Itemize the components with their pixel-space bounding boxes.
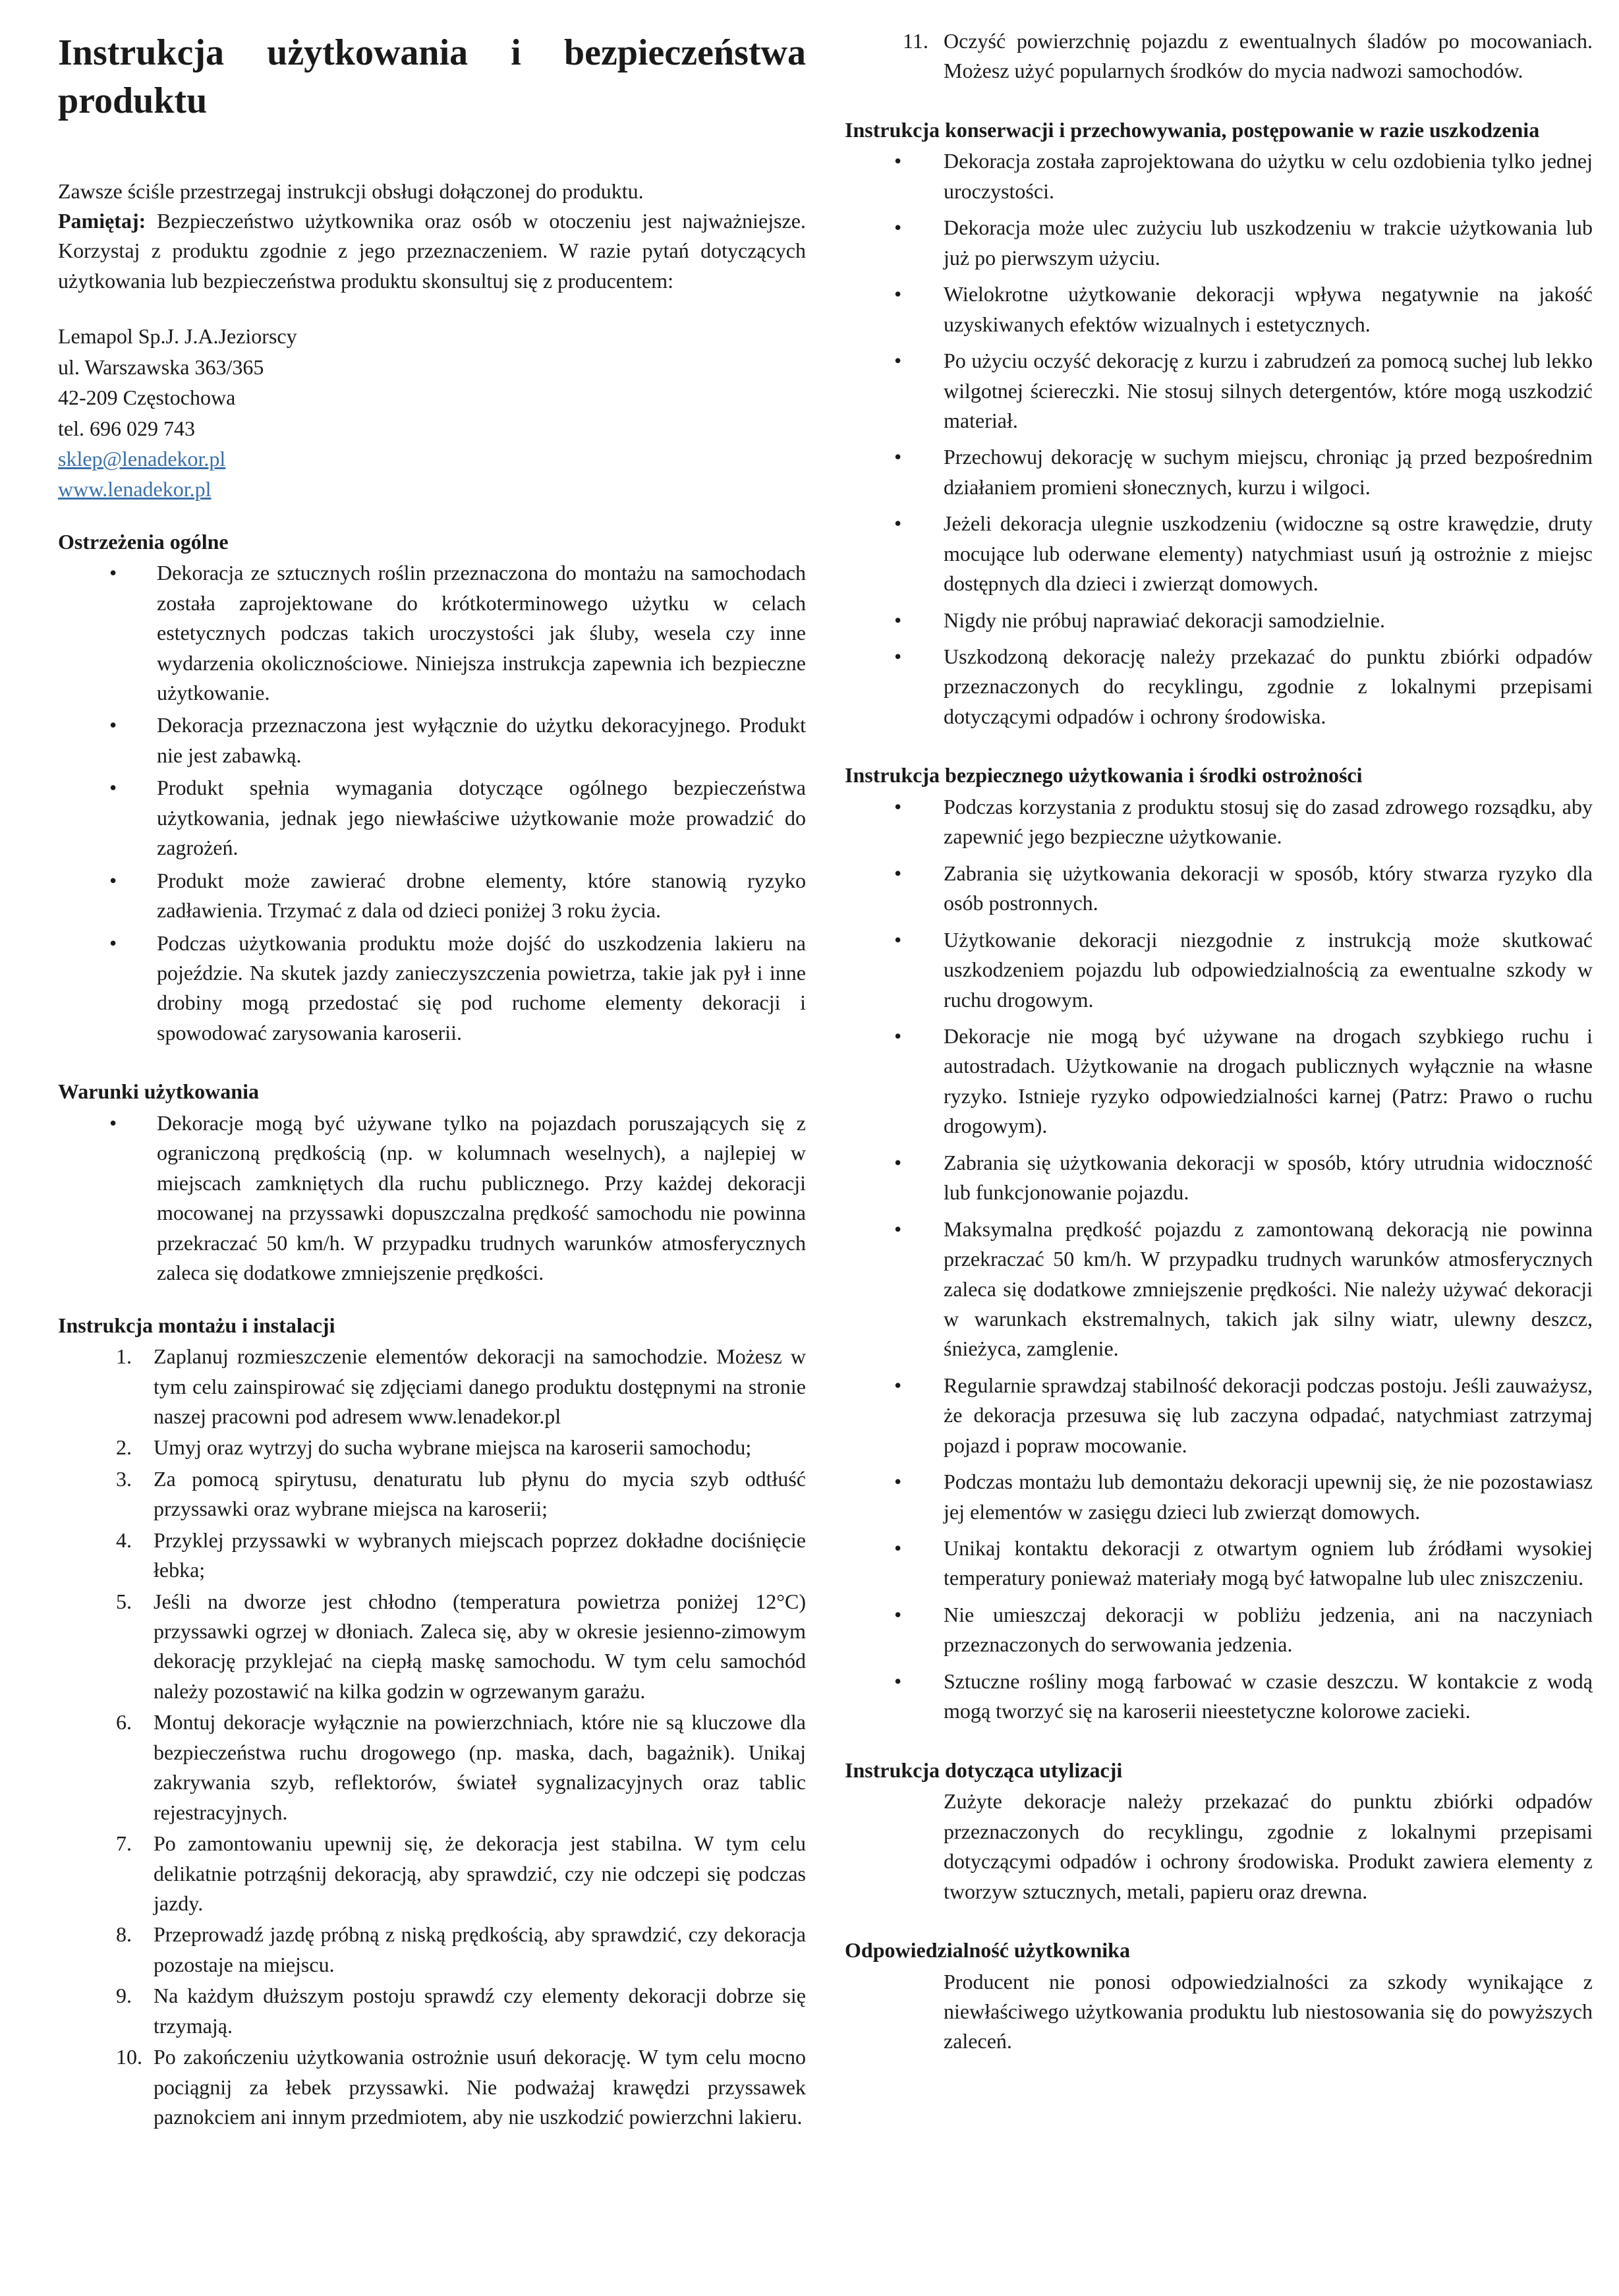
- list-item: • Produkt spełnia wymagania dotyczące ogólnego bezpieczeństwa użytkowania, jednak jego niewłaściwe użytkowanie może prowadzić do zagrożeń.: [58, 773, 806, 863]
- general-warnings-list: [58, 558, 806, 1048]
- item-text: Przyklej przyssawki w wybranych miejscach poprzez dokładne dociśnięcie łebka;: [154, 1528, 806, 1582]
- contact-company: Lemapol Sp.J. J.A.Jeziorscy: [58, 324, 297, 349]
- item-text: Jeśli na dworze jest chłodno (temperatura powietrza poniżej 12°C) przyssawki ogrzej w dłoniach. Zaleca się, aby w okresie jesienno-zimowym dekorację przyklejać na ciepłą maskę samochodu. W tym celu samochód należy pozostawić na kilka godzin w ogrzewanym garażu.: [154, 1589, 806, 1703]
- list-item: [58, 1829, 806, 1918]
- item-text: Za pomocą spirytusu, denaturatu lub płynu do mycia szyb odtłuść przyssawki oraz wybrane miejsca na karoserii;: [154, 1466, 806, 1521]
- usage-conditions-heading: Warunki użytkowania: [58, 1079, 259, 1104]
- liability-heading: Odpowiedzialność użytkownika: [845, 1937, 1130, 1962]
- item-number: 1.: [116, 1344, 132, 1369]
- list-item: • Dekoracje mogą być używane tylko na pojazdach poruszających się z ograniczoną prędkością (np. w kolumnach weselnych), a najlepiej w miejscach zamkniętych dla ruchu publicznego. Przy każdej dekoracji mocowanej na przyssawki dopuszczalna prędkość samochodu nie powinna przekraczać 50 km/h. W przypadku trudnych warunków atmosferycznych zaleca się dodatkowe zmniejszenie prędkości.: [58, 1108, 806, 1288]
- item-number: 5.: [116, 1589, 132, 1613]
- safety-list: [845, 792, 1593, 1727]
- intro-remember-label: Pamiętaj:: [58, 209, 146, 233]
- item-text: Po zakończeniu użytkowania ostrożnie usuń dekorację. W tym celu mocno pociągnij za łebek przyssawki. Nie podważaj krawędzi przyssawek paznokciem ani innym przedmiotem, aby nie uszkodzić powierzchni lakieru.: [154, 2045, 806, 2129]
- list-item: [58, 1464, 806, 1524]
- list-item: • Podczas korzystania z produktu stosuj się do zasad zdrowego rozsądku, aby zapewnić jego bezpieczne użytkowanie.: [845, 792, 1593, 852]
- item-number: 6.: [116, 1710, 132, 1735]
- list-item: [845, 26, 1593, 86]
- installation-heading: Instrukcja montażu i instalacji: [58, 1313, 335, 1337]
- list-item: [58, 1433, 806, 1462]
- list-item: • Unikaj kontaktu dekoracji z otwartym ogniem lub źródłami wysokiej temperatury ponieważ materiały mogą być łatwopalne lub ulec zniszczeniu.: [845, 1534, 1593, 1593]
- item-number: 9.: [116, 1984, 132, 2008]
- intro-line: Zawsze ściśle przestrzegaj instrukcji obsługi dołączonej do produktu.: [58, 179, 644, 203]
- general-warnings-heading: Ostrzeżenia ogólne: [58, 529, 229, 554]
- list-item: • Podczas użytkowania produktu może dojść do uszkodzenia lakieru na pojeździe. Na skutek jazdy zanieczyszczenia powietrza, takie jak pył i inne drobiny mogą przedostać się pod ruchome elementy dekoracji i spowodować zarysowania karoserii.: [58, 929, 806, 1048]
- item-text: Przeprowadź jazdę próbną z niską prędkością, aby sprawdzić, czy dekoracja pozostaje na miejscu.: [154, 1922, 806, 1976]
- installation-list: [58, 1342, 806, 2132]
- left-column: [58, 26, 806, 2133]
- safety-heading: Instrukcja bezpiecznego użytkowania i środki ostrożności: [845, 763, 1363, 788]
- maintenance-list: [845, 146, 1593, 732]
- item-number: 8.: [116, 1922, 132, 1947]
- list-item: • Dekoracja może ulec zużyciu lub uszkodzeniu w trakcie użytkowania lub już po pierwszym użyciu.: [845, 213, 1593, 273]
- contact-phone: tel. 696 029 743: [58, 416, 195, 440]
- contact-block: [58, 321, 806, 504]
- list-item: • Maksymalna prędkość pojazdu z zamontowaną dekoracją nie powinna przekraczać 50 km/h. W przypadku trudnych warunków atmosferycznych zaleca się dodatkowe zmniejszenie prędkości. Nie należy używać dekoracji w warunkach ekstremalnych, takich jak silny wiatr, ulewny deszcz, śnieżyca, zamglenie.: [845, 1215, 1593, 1364]
- list-item: • Nigdy nie próbuj naprawiać dekoracji samodzielnie.: [845, 606, 1593, 635]
- contact-email-link[interactable]: sklep@lenadekor.pl: [58, 446, 226, 471]
- usage-conditions-list: [58, 1108, 806, 1288]
- list-item: • Sztuczne rośliny mogą farbować w czasie deszczu. W kontakcie z wodą mogą tworzyć się na karoserii nieestetyczne kolorowe zacieki.: [845, 1667, 1593, 1727]
- list-item: [58, 2042, 806, 2132]
- list-item: • Regularnie sprawdzaj stabilność dekoracji podczas postoju. Jeśli zauważysz, że dekoracja przesuwa się lub zaczyna odpadać, natychmiast zatrzymaj pojazd i popraw mocowanie.: [845, 1371, 1593, 1460]
- intro-paragraph: [58, 177, 806, 297]
- item-number: 10.: [116, 2045, 142, 2069]
- contact-website-link[interactable]: www.lenadekor.pl: [58, 477, 212, 502]
- list-item: • Podczas montażu lub demontażu dekoracji upewnij się, że nie pozostawiasz jej elementów w zasięgu dzieci lub zwierząt domowych.: [845, 1467, 1593, 1527]
- item-text: Montuj dekoracje wyłącznie na powierzchniach, które nie są kluczowe dla bezpieczeństwa ruchu drogowego (np. maska, dach, bagażnik). Unikaj zakrywania szyb, reflektorów, świateł sygnalizacyjnych oraz tablic rejestracyjnych.: [154, 1710, 806, 1824]
- item-number: 4.: [116, 1528, 132, 1552]
- disposal-text: Zużyte dekoracje należy przekazać do punktu zbiórki odpadów przeznaczonych do recyklingu, zgodnie z lokalnymi przepisami dotyczącymi odpadów i ochrony środowiska. Produkt zawiera elementy z tworzyw sztucznych, metali, papieru oraz drewna.: [944, 1789, 1593, 1903]
- item-text: Na każdym dłuższym postoju sprawdź czy elementy dekoracji dobrze się trzymają.: [154, 1984, 806, 2038]
- list-item: • Dekoracja przeznaczona jest wyłącznie do użytku dekoracyjnego. Produkt nie jest zabawką.: [58, 710, 806, 770]
- item-number: 2.: [116, 1435, 132, 1460]
- list-item: [58, 1920, 806, 1980]
- list-item: • Uszkodzoną dekorację należy przekazać do punktu zbiórki odpadów przeznaczonych do recyklingu, zgodnie z lokalnymi przepisami dotyczącymi odpadów i ochrony środowiska.: [845, 642, 1593, 732]
- item-text: Umyj oraz wytrzyj do sucha wybrane miejsca na karoserii samochodu;: [154, 1435, 752, 1460]
- item-number: 3.: [116, 1466, 132, 1491]
- intro-text: Bezpieczeństwo użytkownika oraz osób w otoczeniu jest najważniejsze. Korzystaj z produktu zgodnie z jego przeznaczeniem. W razie pytań dotyczących użytkowania lub bezpieczeństwa produktu skonsultuj się z producentem:: [58, 209, 806, 293]
- list-item: • Użytkowanie dekoracji niezgodnie z instrukcją może skutkować uszkodzeniem pojazdu lub odpowiedzialnością za ewentualne szkody w ruchu drogowym.: [845, 925, 1593, 1015]
- list-item: • Dekoracje nie mogą być używane na drogach szybkiego ruchu i autostradach. Użytkowanie na drogach publicznych wyłącznie na własne ryzyko. Istnieje ryzyko odpowiedzialności karnej (Patrz: Prawo o ruchu drogowym).: [845, 1021, 1593, 1141]
- list-item: • Po użyciu oczyść dekorację z kurzu i zabrudzeń za pomocą suchej lub lekko wilgotnej ściereczki. Nie stosuj silnych detergentów, które mogą uszkodzić materiał.: [845, 346, 1593, 436]
- maintenance-heading: Instrukcja konserwacji i przechowywania, postępowanie w razie uszkodzenia: [845, 117, 1540, 142]
- item-text: Po zamontowaniu upewnij się, że dekoracja jest stabilna. W tym celu delikatnie potrząśnij dekoracją, aby sprawdzić, czy nie odczepi się podczas jazdy.: [154, 1831, 806, 1915]
- list-item: • Dekoracja ze sztucznych roślin przeznaczona do montażu na samochodach została zaprojektowane do krótkoterminowego użytku w celach estetycznych podczas takich uroczystości jak śluby, wesela czy inne wydarzenia okolicznościowe. Niniejsza instrukcja zapewnia ich bezpieczne użytkowanie.: [58, 558, 806, 708]
- page-title: Instrukcja użytkowania i bezpieczeństwa produktu: [58, 32, 806, 121]
- list-item: [58, 1981, 806, 2041]
- list-item: • Produkt może zawierać drobne elementy, które stanowią ryzyko zadławienia. Trzymać z dala od dzieci poniżej 3 roku życia.: [58, 866, 806, 926]
- list-item: • Jeżeli dekoracja ulegnie uszkodzeniu (widoczne są ostre krawędzie, druty mocujące lub oderwane elementy) natychmiast usuń ją ostrożnie z miejsc dostępnych dla dzieci i zwierząt domowych.: [845, 509, 1593, 598]
- list-item: • Dekoracja została zaprojektowana do użytku w celu ozdobienia tylko jednej uroczystości.: [845, 146, 1593, 206]
- list-item: • Zabrania się użytkowania dekoracji w sposób, który utrudnia widoczność lub funkcjonowanie pojazdu.: [845, 1148, 1593, 1208]
- contact-city: 42-209 Częstochowa: [58, 386, 236, 410]
- disposal-heading: Instrukcja dotycząca utylizacji: [845, 1758, 1123, 1782]
- item-text: Oczyść powierzchnię pojazdu z ewentualnych śladów po mocowaniach. Możesz użyć popularnych środków do mycia nadwozi samochodów.: [944, 29, 1593, 83]
- list-item: • Zabrania się użytkowania dekoracji w sposób, który stwarza ryzyko dla osób postronnych.: [845, 859, 1593, 919]
- list-item: • Przechowuj dekorację w suchym miejscu, chroniąc ją przed bezpośrednim działaniem promieni słonecznych, kurzu i wilgoci.: [845, 442, 1593, 502]
- list-item: [58, 1342, 806, 1431]
- list-item: [58, 1708, 806, 1827]
- list-item: [58, 1587, 806, 1707]
- list-item: • Nie umieszczaj dekoracji w pobliżu jedzenia, ani na naczyniach przeznaczonych do serwowania jedzenia.: [845, 1600, 1593, 1660]
- contact-street: ul. Warszawska 363/365: [58, 355, 264, 379]
- item-number: 11.: [903, 29, 928, 53]
- item-number: 7.: [116, 1831, 132, 1856]
- right-column: [845, 26, 1593, 2057]
- list-item: • Wielokrotne użytkowanie dekoracji wpływa negatywnie na jakość uzyskiwanych efektów wizualnych i estetycznych.: [845, 279, 1593, 339]
- list-item: [58, 1526, 806, 1586]
- item-text: Zaplanuj rozmieszczenie elementów dekoracji na samochodzie. Możesz w tym celu zainspirować się zdjęciami danego produktu dostępnymi na stronie naszej pracowni pod adresem www.lenadekor.pl: [154, 1344, 806, 1428]
- liability-text: Producent nie ponosi odpowiedzialności za szkody wynikające z niewłaściwego użytkowania produktu lub niestosowania się do powyższych zaleceń.: [944, 1969, 1593, 2053]
